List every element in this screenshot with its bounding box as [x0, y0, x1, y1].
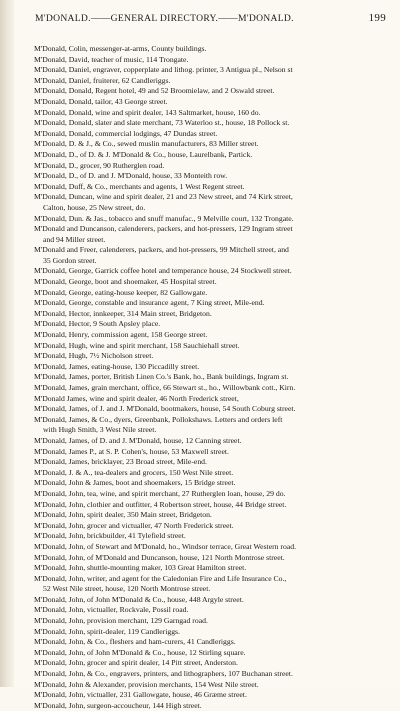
entry-text: M'Donald, Hugh, wine and spirit merchant, 158 Sauchiehall street.: [34, 340, 240, 350]
entry-text: M'Donald, John, brickbuilder, 41 Tylefield street.: [34, 531, 186, 541]
entry-text: M'Donald, James P., at S. P. Cohen's, house, 53 Maxwell street.: [34, 446, 229, 456]
entry-text: M'Donald, Hector, 9 South Apsley place.: [34, 319, 161, 329]
entry-text: M'Donald, John, & Co., fleshers and ham-curers, 41 Candleriggs.: [34, 637, 236, 647]
directory-entry: [34, 76, 386, 87]
directory-entry: [34, 658, 386, 669]
entry-text: M'Donald, John, tea, wine, and spirit merchant, 27 Rutherglen loan, house, 29 do.: [34, 488, 286, 498]
directory-entry: [34, 468, 386, 479]
entry-text: M'Donald, James, & Co., dyers, Greenbank, Pollokshaws. Letters and orders left: [34, 414, 283, 424]
entry-continuation: 35 Gordon street.: [43, 255, 97, 265]
directory-entry: [34, 118, 386, 129]
entry-text: M'Donald, James, grain merchant, office, 66 Stewart st., ho., Willowbank cott., Kirn.: [34, 383, 296, 392]
entry-text: M'Donald, John, of Stewart and M'Donald, ho., Windsor terrace, Great Western road.: [34, 541, 297, 551]
entry-text: M'Donald, John, clothier and outfitter, 4 Robertson street, house, 44 Bridge street.: [34, 499, 287, 509]
directory-entry: [34, 404, 386, 415]
directory-entry: [34, 415, 386, 436]
entry-text: M'Donald, James, bricklayer, 23 Broad street, Mile-end.: [34, 457, 207, 467]
entry-text: M'Donald, George, boot and shoemaker, 45 Hospital street.: [34, 277, 217, 287]
entry-text: M'Donald, Donald, slater and slate merchant, 73 Waterloo st., house, 18 Pollock st.: [34, 118, 290, 128]
entry-text: M'Donald, John, of M'Donald and Duncanson, house, 121 North Montrose street.: [34, 552, 285, 562]
directory-entry: [34, 553, 386, 564]
directory-entry: [34, 214, 386, 225]
entry-text: M'Donald, D., of D. & J. M'Donald & Co., house, Laurelbank, Partick.: [34, 149, 253, 159]
directory-entries: [34, 44, 386, 711]
page-header: [35, 13, 386, 27]
entry-text: M'Donald, Donald, wine and spirit dealer, 143 Saltmarket, house, 160 do.: [34, 107, 261, 117]
directory-entry: [34, 637, 386, 648]
directory-entry: [34, 266, 386, 277]
directory-entry: [34, 319, 386, 330]
directory-entry: [34, 97, 386, 108]
directory-entry: [34, 701, 386, 711]
entry-text: M'Donald, David, teacher of music, 114 Trongate.: [34, 54, 189, 64]
entry-text: M'Donald James, wine and spirit dealer, 46 North Frederick street,: [34, 393, 239, 403]
directory-entry: [34, 86, 386, 97]
directory-entry: [34, 383, 386, 394]
entry-text: M'Donald, George, Garrick coffee hotel and temperance house, 24 Stockwell street.: [34, 266, 292, 276]
entry-text: M'Donald, John, surgeon-accoucheur, 144 High street.: [34, 700, 202, 710]
directory-entry: [34, 457, 386, 468]
entry-text: M'Donald, John & Alexander, provision merchants, 154 West Nile street.: [34, 679, 259, 689]
entry-text: M'Donald, John, victualler, Rockvale, Possil road.: [34, 605, 189, 615]
directory-entry: [34, 341, 386, 352]
directory-entry: [34, 595, 386, 606]
entry-continuation: Calton, house, 25 New street, do.: [43, 202, 146, 212]
entry-text: M'Donald, John, writer, and agent for the Caledonian Fire and Life Insurance Co.,: [34, 573, 287, 583]
entry-text: M'Donald, James, eating-house, 130 Piccadilly street.: [34, 361, 200, 371]
directory-entry: [34, 447, 386, 458]
directory-entry: [34, 309, 386, 320]
entry-text: M'Donald, Hugh, 7½ Nicholson street.: [34, 351, 154, 361]
entry-text: M'Donald and Freer, calenderers, packers, and hot-pressers, 99 Mitchell street, and: [34, 245, 289, 255]
directory-entry: [34, 161, 386, 172]
directory-entry: [34, 330, 386, 341]
directory-entry: [34, 680, 386, 691]
directory-entry: [34, 108, 386, 119]
entry-text: M'Donald, John, of John M'Donald & Co., house, 12 Stirling square.: [34, 647, 246, 657]
entry-text: M'Donald, John, provision merchant, 129 Garngad road.: [34, 616, 208, 626]
running-title: M'DONALD.——GENERAL DIRECTORY.——M'DONALD.: [35, 13, 294, 24]
directory-entry: [34, 129, 386, 140]
entry-text: M'Donald, John, spirit-dealer, 119 Candleriggs.: [34, 626, 180, 636]
entry-text: M'Donald, Donald, Regent hotel, 49 and 52 Broomielaw, and 2 Oswald street.: [34, 86, 275, 96]
entry-text: M'Donald, George, eating-house keeper, 82 Gallowgate.: [34, 287, 208, 297]
directory-entry: [34, 616, 386, 627]
directory-entry: [34, 605, 386, 616]
entry-text: M'Donald, James, of J. and J. M'Donald, bootmakers, house, 54 South Coburg street.: [34, 404, 296, 414]
entry-text: M'Donald, D., grocer, 90 Rutherglen road.: [34, 160, 165, 170]
directory-entry: [34, 690, 386, 701]
directory-entry: [34, 277, 386, 288]
entry-continuation: and 94 Miller street.: [43, 234, 106, 244]
directory-entry: [34, 150, 386, 161]
directory-entry: [34, 65, 386, 76]
entry-text: M'Donald, Daniel, fruiterer, 62 Candleriggs.: [34, 75, 171, 85]
entry-text: M'Donald, Daniel, engraver, copperplate and lithog. printer, 3 Antigua pl., Nelson st: [34, 65, 293, 75]
directory-entry: [34, 574, 386, 595]
entry-text: M'Donald, John, victualler, 231 Gallowgate, house, 46 Græme street.: [34, 690, 247, 700]
entry-text: M'Donald, Duncan, wine and spirit dealer, 21 and 23 New street, and 74 Kirk street,: [34, 192, 293, 202]
entry-text: M'Donald, John, shuttle-mounting maker, 103 Great Hamilton street.: [34, 563, 247, 573]
entry-text: M'Donald, Donald, commercial lodgings, 47 Dundas street.: [34, 128, 218, 138]
entry-text: M'Donald, D., of D. and J. M'Donald, house, 33 Monteith row.: [34, 171, 228, 181]
entry-text: M'Donald, D. & J., & Co., sewed muslin manufacturers, 83 Miller street.: [34, 139, 259, 149]
directory-entry: [34, 55, 386, 66]
entry-text: M'Donald, Donald, tailor, 43 George street.: [34, 96, 168, 106]
directory-entry: [34, 510, 386, 521]
entry-text: M'Donald, James, of D. and J. M'Donald, house, 12 Canning street.: [34, 435, 242, 445]
entry-text: M'Donald, Hector, innkeeper, 314 Main street, Bridgeton.: [34, 308, 212, 318]
entry-text: M'Donald, Colin, messenger-at-arms, County buildings.: [34, 44, 207, 53]
directory-entry: [34, 669, 386, 680]
directory-entry: [34, 563, 386, 574]
directory-entry: [34, 436, 386, 447]
directory-entry: [34, 362, 386, 373]
entry-text: M'Donald, John, & Co., engravers, printers, and lithographers, 107 Buchanan street.: [34, 669, 293, 679]
directory-entry: [34, 478, 386, 489]
entry-text: M'Donald, Dun. & Jas., tobacco and snuff manufac., 9 Melville court, 132 Trongate.: [34, 213, 294, 223]
directory-entry: [34, 351, 386, 362]
entry-text: M'Donald, George, constable and insurance agent, 7 King street, Mile-end.: [34, 298, 265, 308]
page-binding-edge: [0, 0, 14, 687]
entry-continuation: 52 West Nile street, house, 120 North Montrose street.: [43, 584, 211, 594]
entry-text: M'Donald, John & James, boot and shoemakers, 15 Bridge street.: [34, 478, 236, 488]
entry-text: M'Donald, John, grocer and spirit dealer, 14 Pitt street, Anderston.: [34, 658, 238, 668]
entry-text: M'Donald, Duff, & Co., merchants and agents, 1 West Regent street.: [34, 181, 245, 191]
directory-entry: [34, 298, 386, 309]
directory-entry: [34, 288, 386, 299]
page-number: 199: [368, 12, 386, 24]
directory-entry: [34, 171, 386, 182]
entry-text: M'Donald, J. & A., tea-dealers and grocers, 150 West Nile street.: [34, 467, 234, 477]
entry-text: M'Donald, John, grocer and victualler, 47 North Frederick street.: [34, 520, 234, 530]
directory-entry: [34, 542, 386, 553]
directory-entry: [34, 224, 386, 245]
directory-entry: [34, 394, 386, 405]
entry-text: M'Donald, Henry, commission agent, 158 George street.: [34, 330, 208, 340]
directory-entry: [34, 531, 386, 542]
directory-entry: [34, 521, 386, 532]
directory-entry: [34, 245, 386, 266]
directory-entry: [34, 372, 386, 383]
entry-text: M'Donald, James, porter, British Linen Co.'s Bank, ho., Bank buildings, Ingram st.: [34, 372, 289, 382]
directory-entry: [34, 44, 386, 55]
directory-entry: [34, 648, 386, 659]
entry-text: M'Donald, John, of John M'Donald & Co., house, 448 Argyle street.: [34, 594, 244, 604]
entry-text: M'Donald and Duncanson, calenderers, packers, and hot-pressers, 129 Ingram street: [34, 224, 293, 234]
directory-entry: [34, 192, 386, 213]
directory-entry: [34, 627, 386, 638]
directory-entry: [34, 489, 386, 500]
entry-text: M'Donald, John, spirit dealer, 350 Main street, Bridgeton.: [34, 510, 212, 520]
directory-entry: [34, 139, 386, 150]
entry-continuation: with Hugh Smith, 3 West Nile street.: [43, 425, 157, 435]
directory-entry: [34, 500, 386, 511]
directory-entry: [34, 182, 386, 193]
